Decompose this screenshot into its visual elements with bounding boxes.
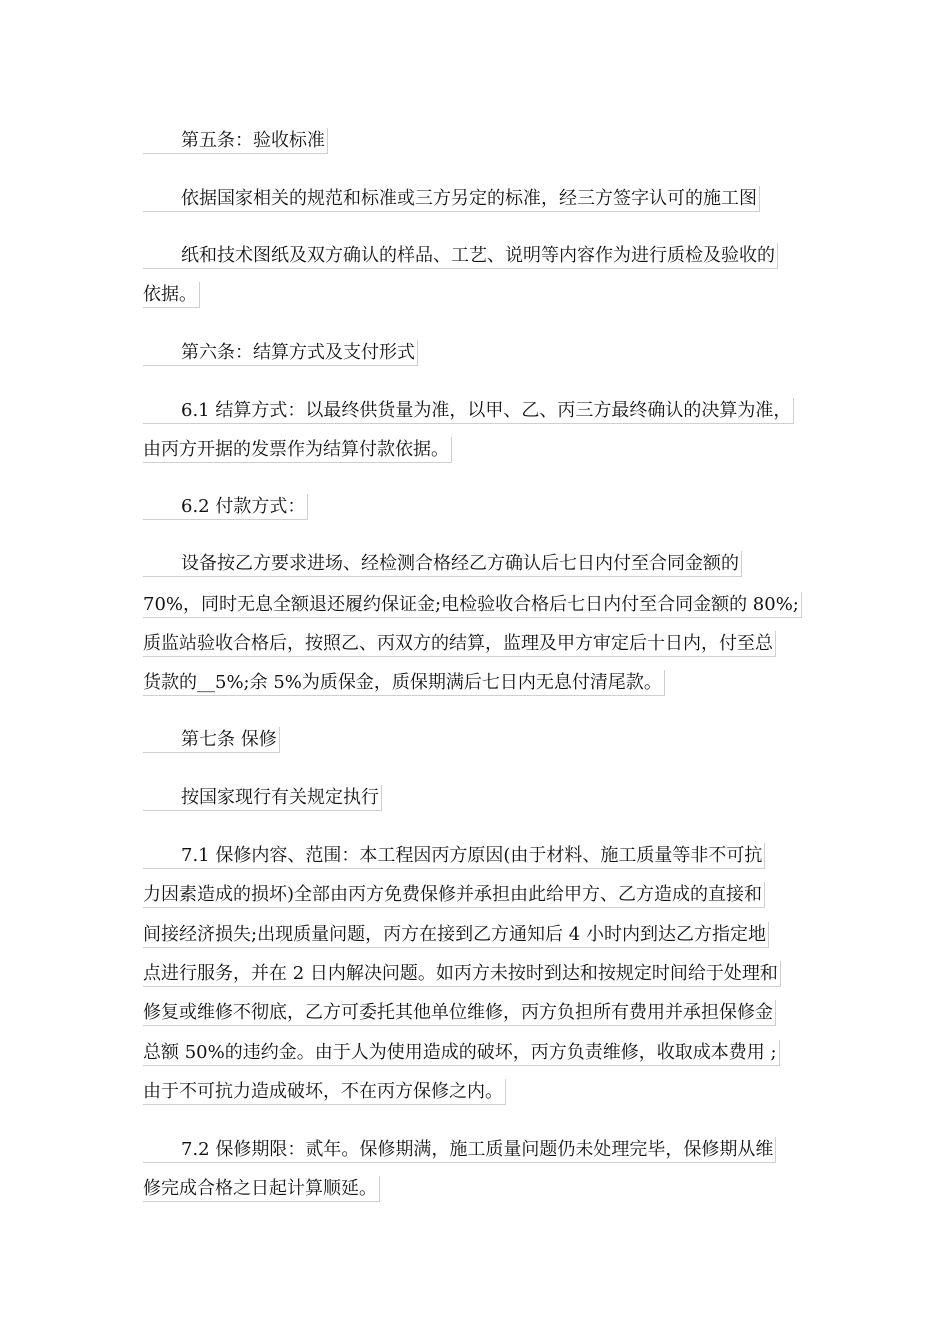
paragraph-line: 修完成合格之日起计算顺延。 bbox=[143, 1176, 380, 1202]
paragraph-line: 纸和技术图纸及双方确认的样品、工艺、说明等内容作为进行质检及验收的 bbox=[143, 243, 778, 269]
paragraph-line: 质监站验收合格后，按照乙、丙双方的结算，监理及甲方审定后十日内，付至总 bbox=[143, 631, 776, 657]
paragraph-line: 7.1 保修内容、范围：本工程因丙方原因(由于材料、施工质量等非不可抗 bbox=[143, 843, 765, 869]
paragraph-line: 货款的__5%;余 5%为质保金，质保期满后七日内无息付清尾款。 bbox=[143, 670, 665, 696]
paragraph-line: 依据。 bbox=[143, 282, 200, 308]
paragraph-line: 由于不可抗力造成破坏，不在丙方保修之内。 bbox=[143, 1079, 506, 1105]
paragraph-line: 70%，同时无息全额退还履约保证金;电检验收合格后七日内付至合同金额的 80%; bbox=[143, 592, 802, 618]
paragraph-line: 间接经济损失;出现质量问题，丙方在接到乙方通知后 4 小时内到达乙方指定地 bbox=[143, 922, 769, 948]
clause-heading: 6.2 付款方式： bbox=[143, 494, 308, 520]
paragraph-line: 总额 50%的违约金。由于人为使用造成的破坏，丙方负责维修，收取成本费用 ; bbox=[143, 1040, 780, 1066]
paragraph-line: 力因素造成的损坏)全部由丙方免费保修并承担由此给甲方、乙方造成的直接和 bbox=[143, 882, 765, 908]
paragraph-line: 7.2 保修期限：贰年。保修期满，施工质量问题仍未处理完毕，保修期从维 bbox=[143, 1137, 776, 1163]
paragraph-line: 点进行服务，并在 2 日内解决问题。如丙方未按时到达和按规定时间给于处理和 bbox=[143, 961, 781, 987]
paragraph-line: 6.1 结算方式：以最终供货量为准，以甲、乙、丙三方最终确认的决算为准， bbox=[143, 398, 794, 424]
article-7-heading: 第七条 保修 bbox=[143, 727, 280, 753]
paragraph-line: 按国家现行有关规定执行 bbox=[143, 785, 382, 811]
article-5-heading: 第五条：验收标准 bbox=[143, 128, 328, 154]
paragraph-line: 修复或维修不彻底，乙方可委托其他单位维修，丙方负担所有费用并承担保修金 bbox=[143, 1000, 776, 1026]
paragraph-line: 由丙方开据的发票作为结算付款依据。 bbox=[143, 437, 452, 463]
paragraph-line: 依据国家相关的规范和标准或三方另定的标准，经三方签字认可的施工图 bbox=[143, 186, 760, 212]
paragraph-line: 设备按乙方要求进场、经检测合格经乙方确认后七日内付至合同金额的 bbox=[143, 551, 742, 577]
article-6-heading: 第六条：结算方式及支付形式 bbox=[143, 340, 418, 366]
